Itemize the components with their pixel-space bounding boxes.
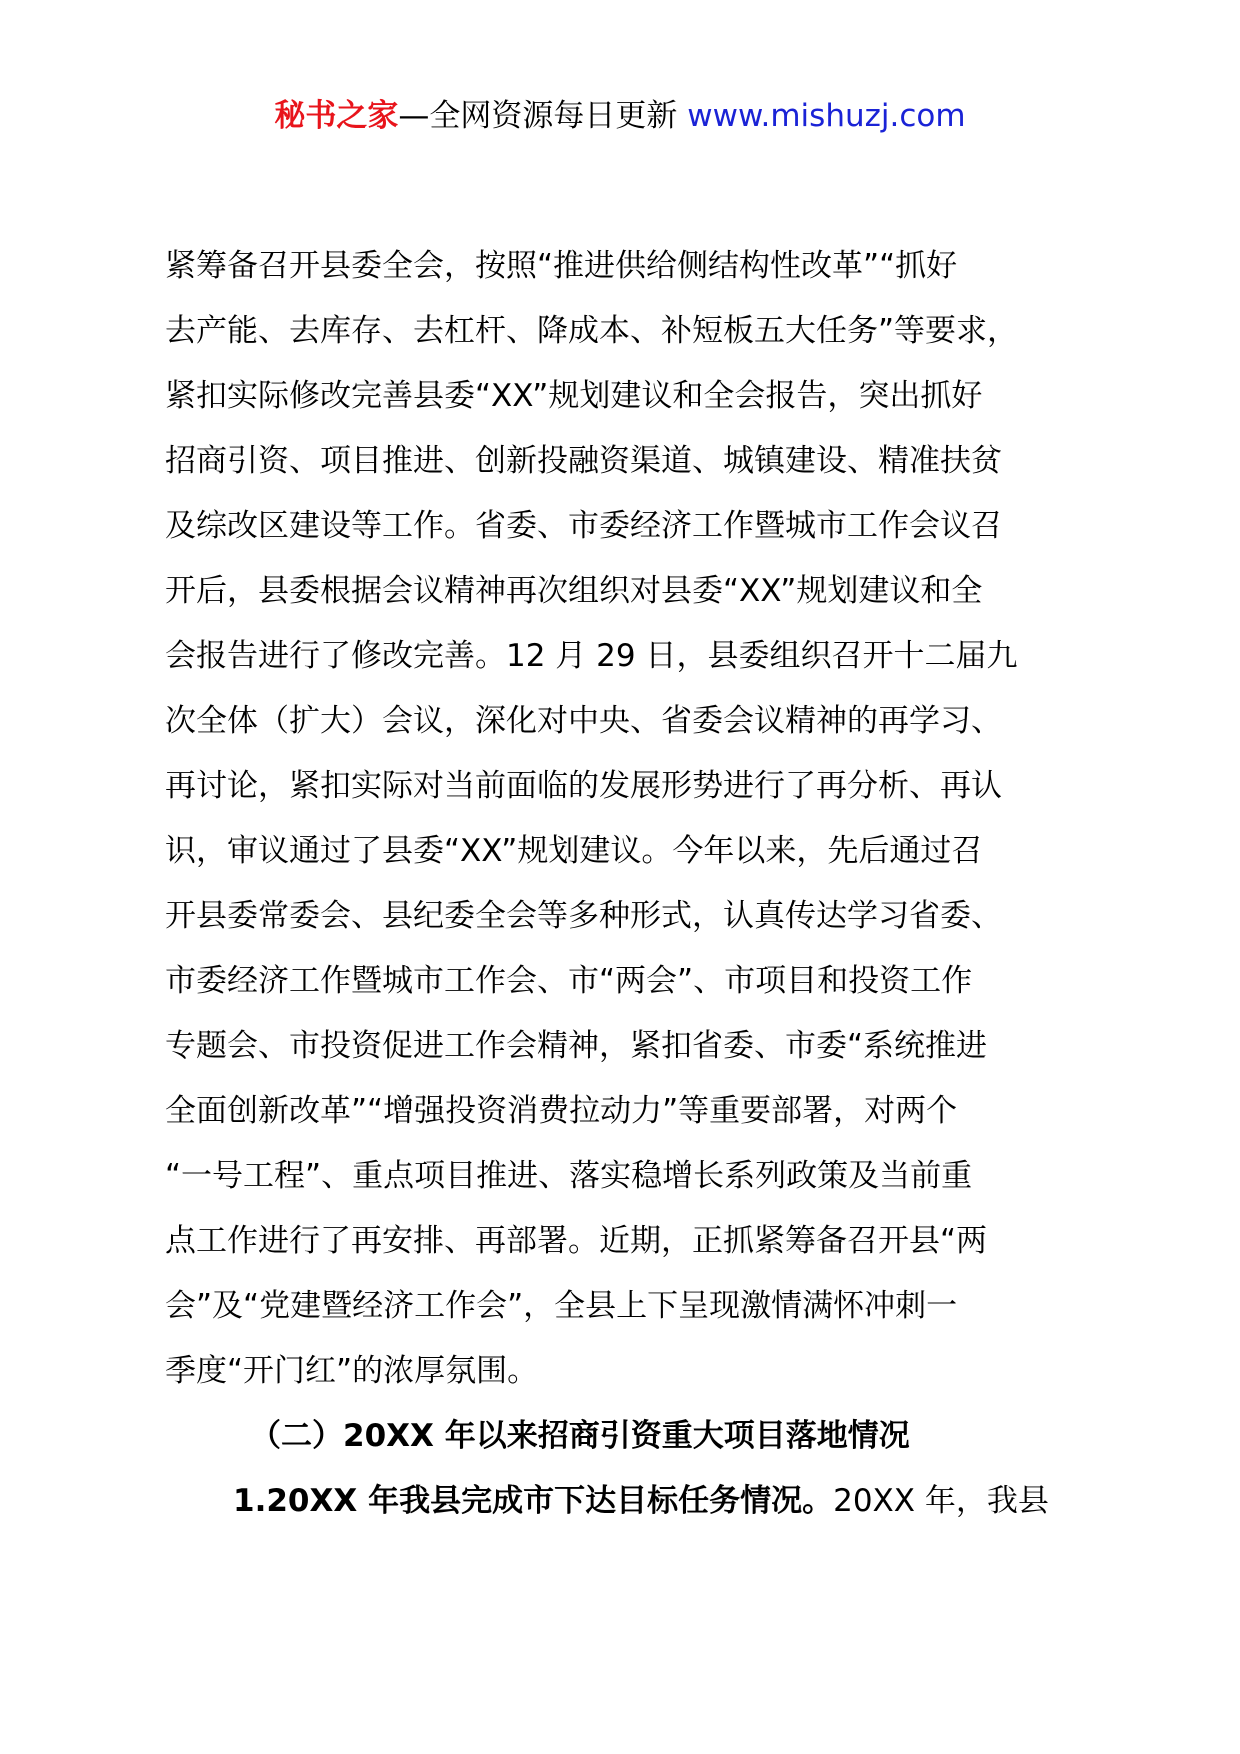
body-line: 开县委常委会、县纪委全会等多种形式，认真传达学习省委、 [165, 898, 1002, 934]
body-line: 专题会、市投资促进工作会精神，紧扣省委、市委“系统推进 [165, 1028, 988, 1064]
body-line: 季度“开门红”的浓厚氛围。 [165, 1353, 539, 1389]
document-body [165, 234, 1105, 1534]
body-line: 开后，县委根据会议精神再次组织对县委“XX”规划建议和全 [165, 573, 983, 609]
site-header [0, 96, 1240, 136]
body-line: 会报告进行了修改完善。12 月 29 日，县委组织召开十二届九 [165, 638, 1018, 674]
body-line: 点工作进行了再安排、再部署。近期，正抓紧筹备召开县“两 [165, 1223, 988, 1259]
subsection-title: 1.20XX 年我县完成市下达目标任务情况。 [233, 1483, 834, 1519]
body-line: 紧扣实际修改完善县委“XX”规划建议和全会报告，突出抓好 [165, 378, 983, 414]
body-line: “一号工程”、重点项目推进、落实稳增长系列政策及当前重 [165, 1158, 973, 1194]
site-url-link[interactable]: www.mishuzj.com [687, 98, 966, 134]
body-line: 识，审议通过了县委“XX”规划建议。今年以来，先后通过召 [165, 833, 983, 869]
body-line: 会”及“党建暨经济工作会”，全县上下呈现激情满怀冲刺一 [165, 1288, 958, 1324]
body-line: 再讨论，紧扣实际对当前面临的发展形势进行了再分析、再认 [165, 768, 1002, 804]
subsection-paragraph [165, 1469, 1105, 1534]
body-line: 紧筹备召开县委全会，按照“推进供给侧结构性改革”“抓好 [165, 248, 958, 284]
body-line: 全面创新改革”“增强投资消费拉动力”等重要部署，对两个 [165, 1093, 958, 1129]
body-line: 去产能、去库存、去杠杆、降成本、补短板五大任务”等要求， [165, 313, 1019, 349]
subsection-text: 20XX 年，我县 [833, 1483, 1049, 1519]
section-heading: （二）20XX 年以来招商引资重大项目落地情况 [250, 1418, 910, 1454]
body-line: 次全体（扩大）会议，深化对中央、省委会议精神的再学习、 [165, 703, 1002, 739]
body-line: 市委经济工作暨城市工作会、市“两会”、市项目和投资工作 [165, 963, 973, 999]
site-brand: 秘书之家 [274, 98, 399, 134]
body-line: 及综改区建设等工作。省委、市委经济工作暨城市工作会议召 [165, 508, 1002, 544]
site-tagline: —全网资源每日更新 [398, 98, 688, 134]
body-line: 招商引资、项目推进、创新投融资渠道、城镇建设、精准扶贫 [165, 443, 1002, 479]
